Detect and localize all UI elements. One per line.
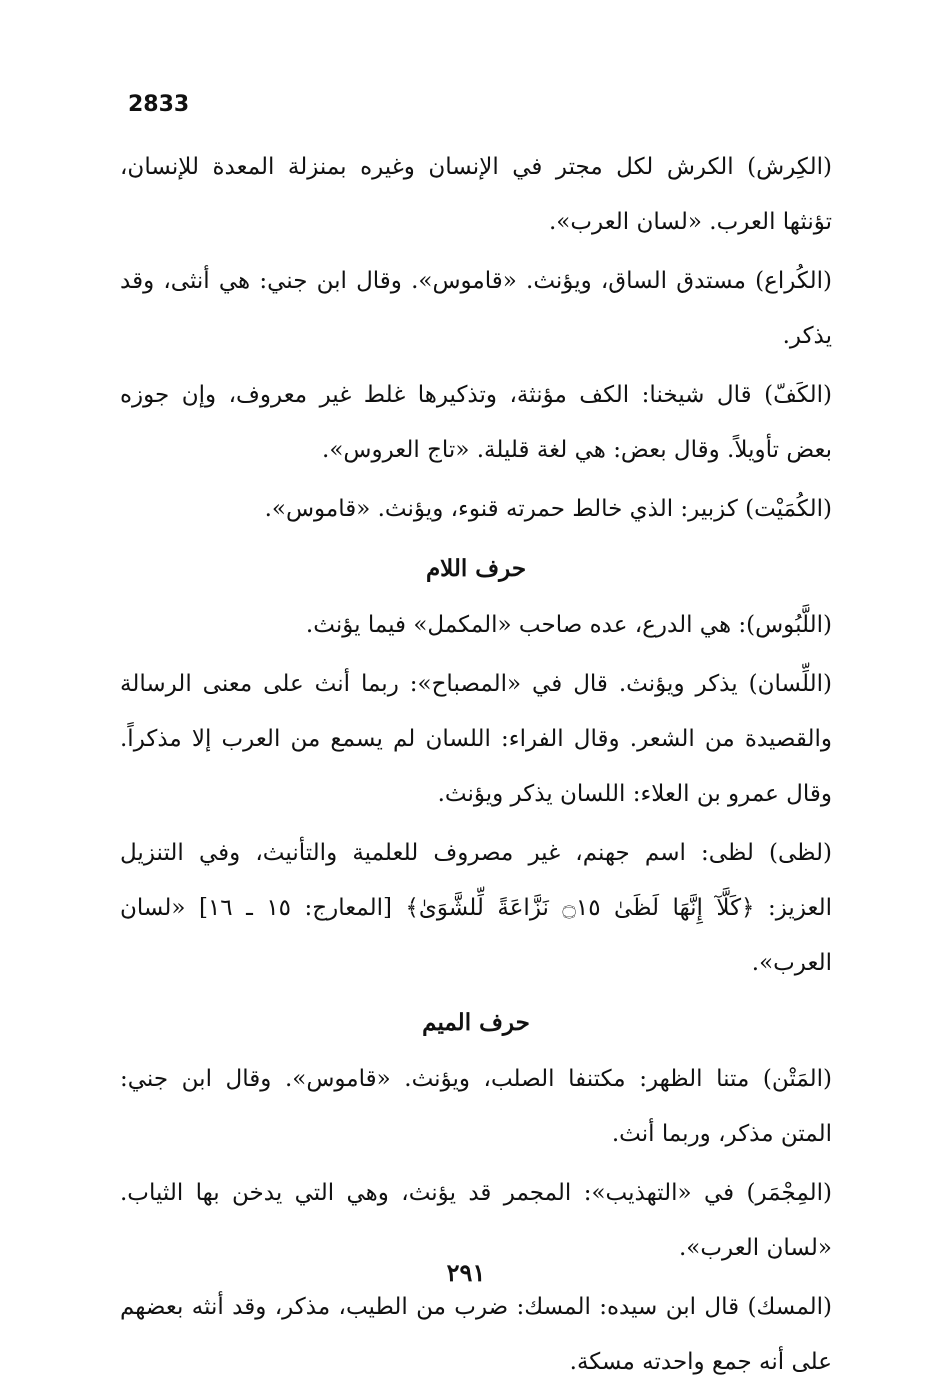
paragraph-kumayt: (الكُمَيْت) كزبير: الذي خالط حمرته قنوء، ويؤنث. «قاموس». [264, 496, 832, 522]
paragraph-kura: (الكُراع) مستدق الساق، ويؤنث. «قاموس». وقال ابن جني: هي أنثى، وقد يذكر. [120, 268, 832, 349]
paragraph-matn: (المَتْن) متنا الظهر: مكتنفا الصلب، ويؤنث. «قاموس». وقال ابن جني: المتن مذكر، وربما أنث. [120, 1066, 832, 1147]
running-page-number: 2833 [128, 92, 190, 117]
paragraph-mijmar: (المِجْمَر) في «التهذيب»: المجمر قد يؤنث، وهي التي يدخن بها الثياب. «لسان العرب». [120, 1180, 832, 1261]
page-body [120, 140, 832, 1394]
paragraph-karish: (الكِرش) الكرش لكل مجتر في الإنسان وغيره بمنزلة المعدة للإنسان، تؤنثها العرب. «لسان العرب». [120, 154, 832, 235]
section-heading-lam: حرف اللام [425, 555, 527, 582]
section-heading-mim: حرف الميم [422, 1009, 530, 1036]
paragraph-misk: (المسك) قال ابن سيده: المسك: ضرب من الطيب، مذكر، وقد أنثه بعضهم على أنه جمع واحدته مسكة. [120, 1294, 832, 1375]
paragraph-labus: (اللَّبُوس): هي الدرع، عده صاحب «المكمل» فيما يؤنث. [305, 612, 832, 638]
paragraph-kaff: (الكَفّ) قال شيخنا: الكف مؤنثة، وتذكيرها غلط غير معروف، وإن جوزه بعض تأويلاً. وقال بعض: هي لغة قليلة. «تاج العروس». [120, 382, 832, 463]
printed-page-number: ٢٩١ [446, 1258, 486, 1287]
paragraph-lisan: (اللِّسان) يذكر ويؤنث. قال في «المصباح»: ربما أنث على معنى الرسالة والقصيدة من الشعر. وقال الفراء: اللسان لم يسمع من العرب إلا مذكراً. وقال عمرو بن العلاء: اللسان يذكر ويؤنث. [120, 671, 833, 807]
paragraph-laza: (لظى) لظى: اسم جهنم، غير مصروف للعلمية والتأنيث، وفي التنزيل العزيز: ﴿كَلَّآ إِنَّهَا لَظَىٰ ۝١٥ نَزَّاعَةً لِّلشَّوَىٰ﴾ [المعارج: ١٥ ـ ١٦] «لسان العرب». [120, 840, 833, 976]
